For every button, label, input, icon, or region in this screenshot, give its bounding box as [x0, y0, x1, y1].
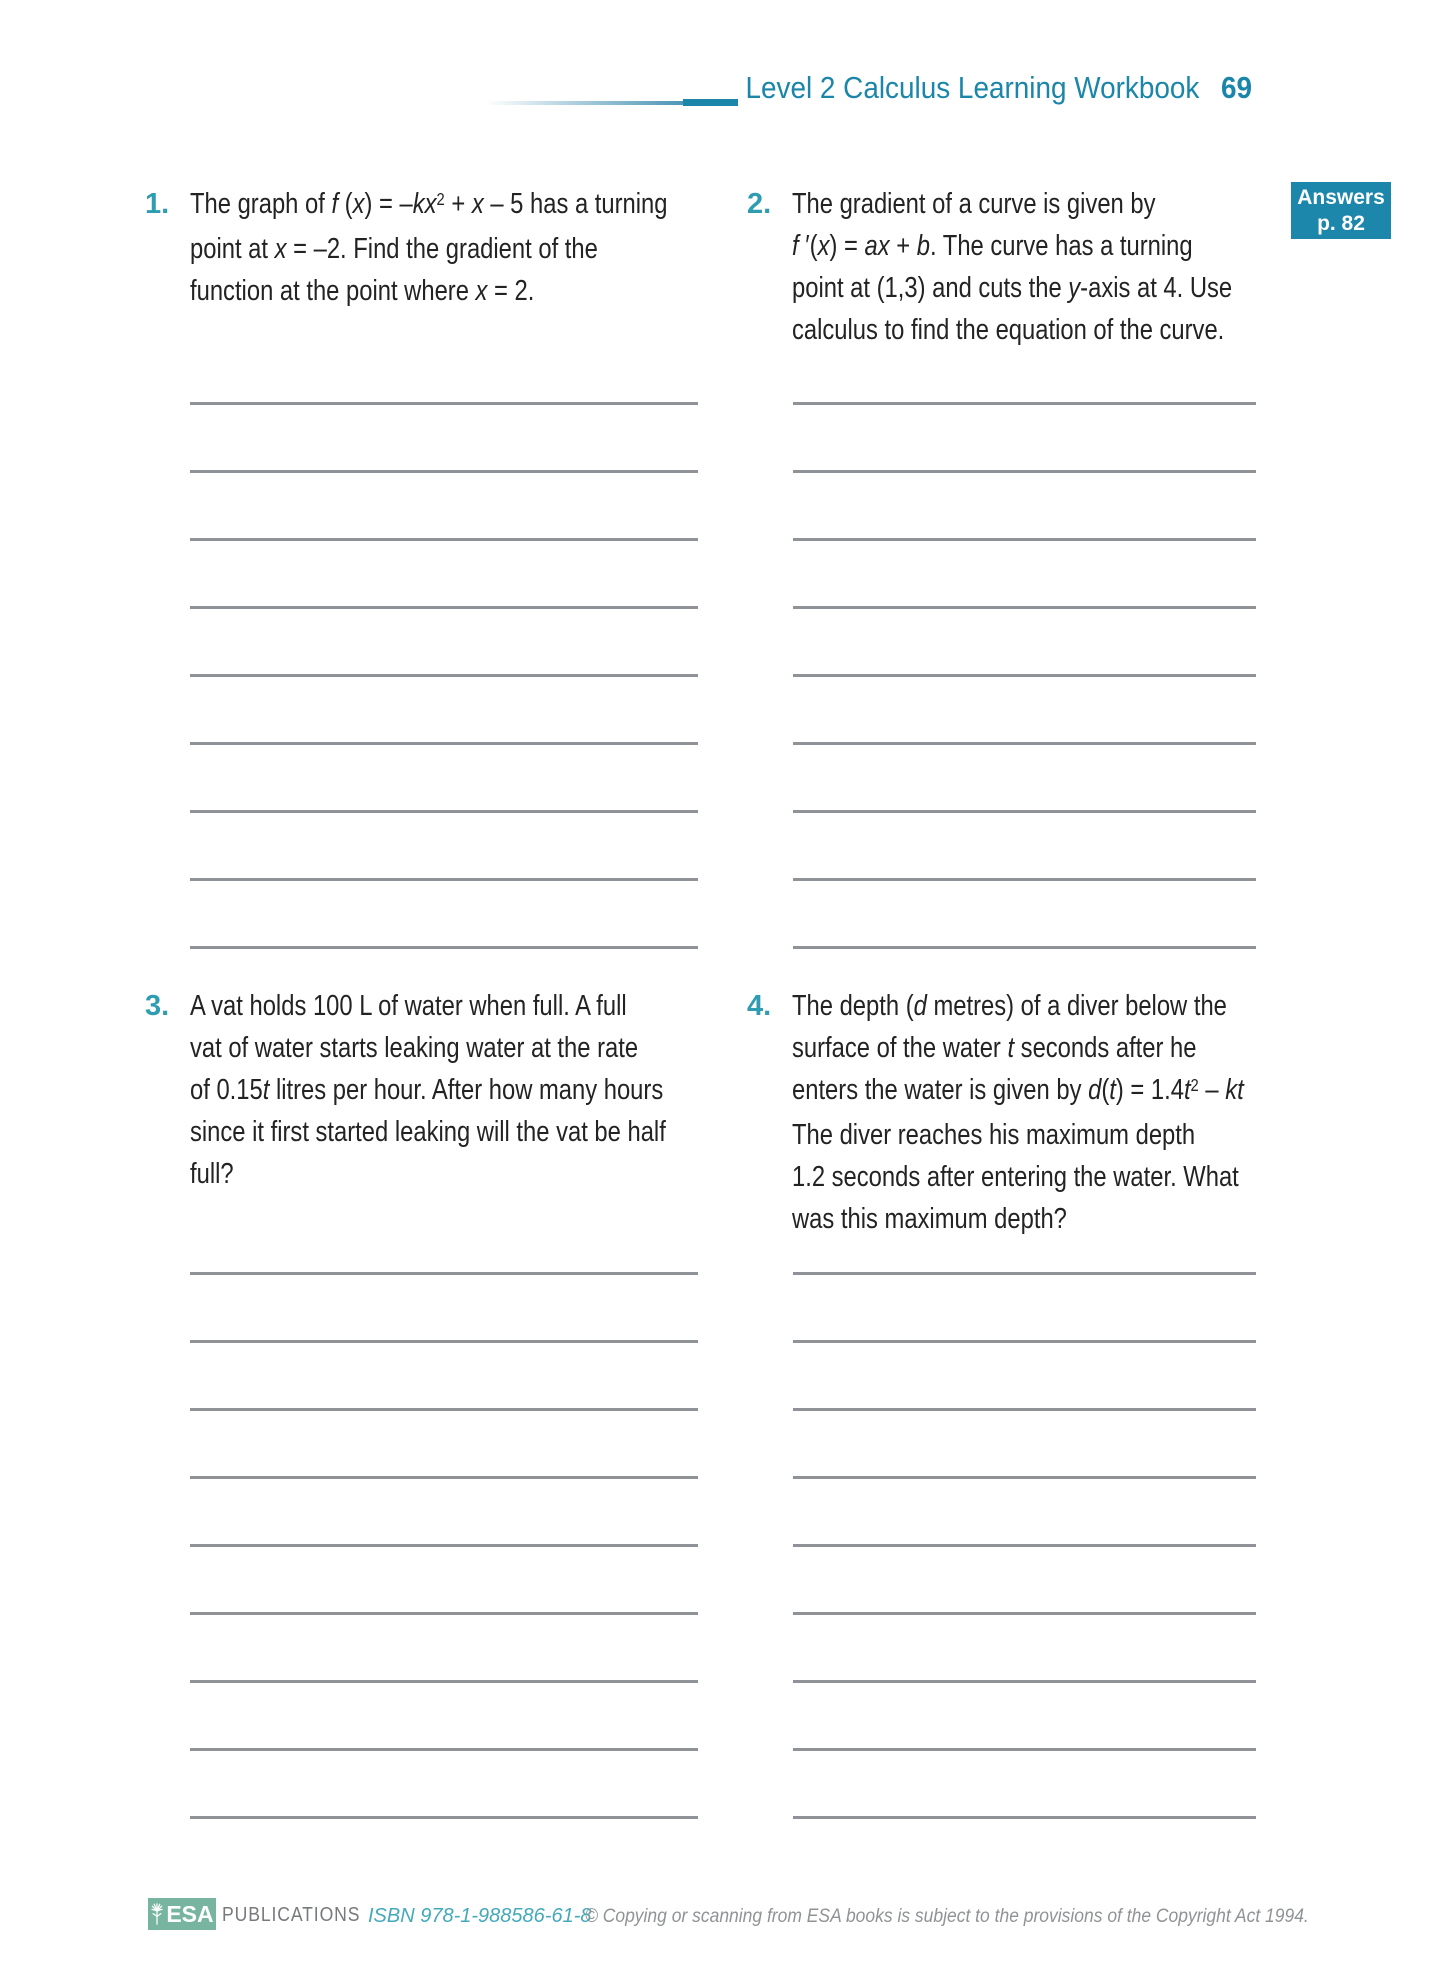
answer-line [793, 1748, 1256, 1751]
esa-tree-icon [150, 1902, 164, 1926]
answer-line [793, 402, 1256, 405]
answer-line [190, 538, 698, 541]
answer-line [190, 1612, 698, 1615]
answer-line [190, 402, 698, 405]
answer-line [190, 674, 698, 677]
answer-line [793, 1272, 1256, 1275]
question-2-text: The gradient of a curve is given by f ′(x) = ax + b. The curve has a turning point at (1,3) and cuts the y-axis at 4. Use calculus to find the equation of the curve. [792, 188, 1233, 346]
answer-line [793, 1816, 1256, 1819]
answer-line [793, 946, 1256, 949]
question-1-text: The graph of f $(x) = -kx^2 + x - 5$ has a turning point at x = –2. Find the gradient of the function at the point where x = 2. [190, 188, 668, 307]
answer-lines-section-1-right [793, 402, 1256, 1014]
answer-line [190, 742, 698, 745]
question-3-text: A vat holds 100 L of water when full. A full vat of water starts leaking water at the rate of 0.15t litres per hour. After how many hours since it first started leaking will the vat be half full? [190, 990, 666, 1190]
answer-line [793, 878, 1256, 881]
page-number: 69 [1220, 70, 1252, 105]
answer-lines-section-2-left [190, 1272, 698, 1884]
question-1-number: 1. [145, 188, 170, 220]
answers-badge-page-ref: p. 82 [1317, 212, 1365, 235]
answer-line [793, 674, 1256, 677]
answer-line [793, 1612, 1256, 1615]
answers-badge-label: Answers [1297, 186, 1385, 209]
question-3 [145, 985, 725, 1195]
answer-line [793, 810, 1256, 813]
answer-line [190, 1408, 698, 1411]
page-title: Level 2 Calculus Learning Workbook [745, 70, 1200, 105]
question-2 [747, 183, 1292, 351]
question-3-number: 3. [145, 990, 170, 1022]
answer-line [793, 1340, 1256, 1343]
question-4 [747, 985, 1292, 1240]
answer-lines-section-2-right [793, 1272, 1256, 1884]
answer-line [190, 1748, 698, 1751]
question-1 [145, 183, 725, 312]
question-4-number: 4. [747, 990, 772, 1022]
answer-line [190, 1680, 698, 1683]
page-header [563, 70, 1252, 106]
answer-line [190, 1340, 698, 1343]
answer-line [190, 606, 698, 609]
answer-line [793, 606, 1256, 609]
question-2-number: 2. [747, 188, 772, 220]
answer-line [793, 742, 1256, 745]
answer-line [190, 1544, 698, 1547]
answers-badge [1291, 182, 1391, 239]
answer-line [190, 946, 698, 949]
answer-line [793, 470, 1256, 473]
answer-line [793, 1680, 1256, 1683]
publisher-label: PUBLICATIONS [222, 1904, 361, 1926]
copyright-text: © Copying or scanning from ESA books is subject to the provisions of the Copyright Act 1994. [585, 1906, 1309, 1927]
answer-lines-section-1-left [190, 402, 698, 1014]
answer-line [793, 538, 1256, 541]
answer-line [793, 1476, 1256, 1479]
answer-line [793, 1544, 1256, 1547]
answer-line [793, 1408, 1256, 1411]
answer-line [190, 470, 698, 473]
esa-logo-text: ESA [166, 1900, 214, 1927]
answer-line [190, 1476, 698, 1479]
answer-line [190, 1816, 698, 1819]
answer-line [190, 810, 698, 813]
answer-line [190, 878, 698, 881]
isbn-text: ISBN 978-1-988586-61-8 [368, 1905, 592, 1927]
question-4-text: The depth (d metres) of a diver below the surface of the water t seconds after he enters the water is given by $d(t) = 1.4t^2$ – kt The diver reaches his maximum depth 1.2 seconds after entering the water. What was this maximum depth? [792, 990, 1244, 1235]
answer-line [190, 1272, 698, 1275]
esa-logo [148, 1898, 216, 1930]
